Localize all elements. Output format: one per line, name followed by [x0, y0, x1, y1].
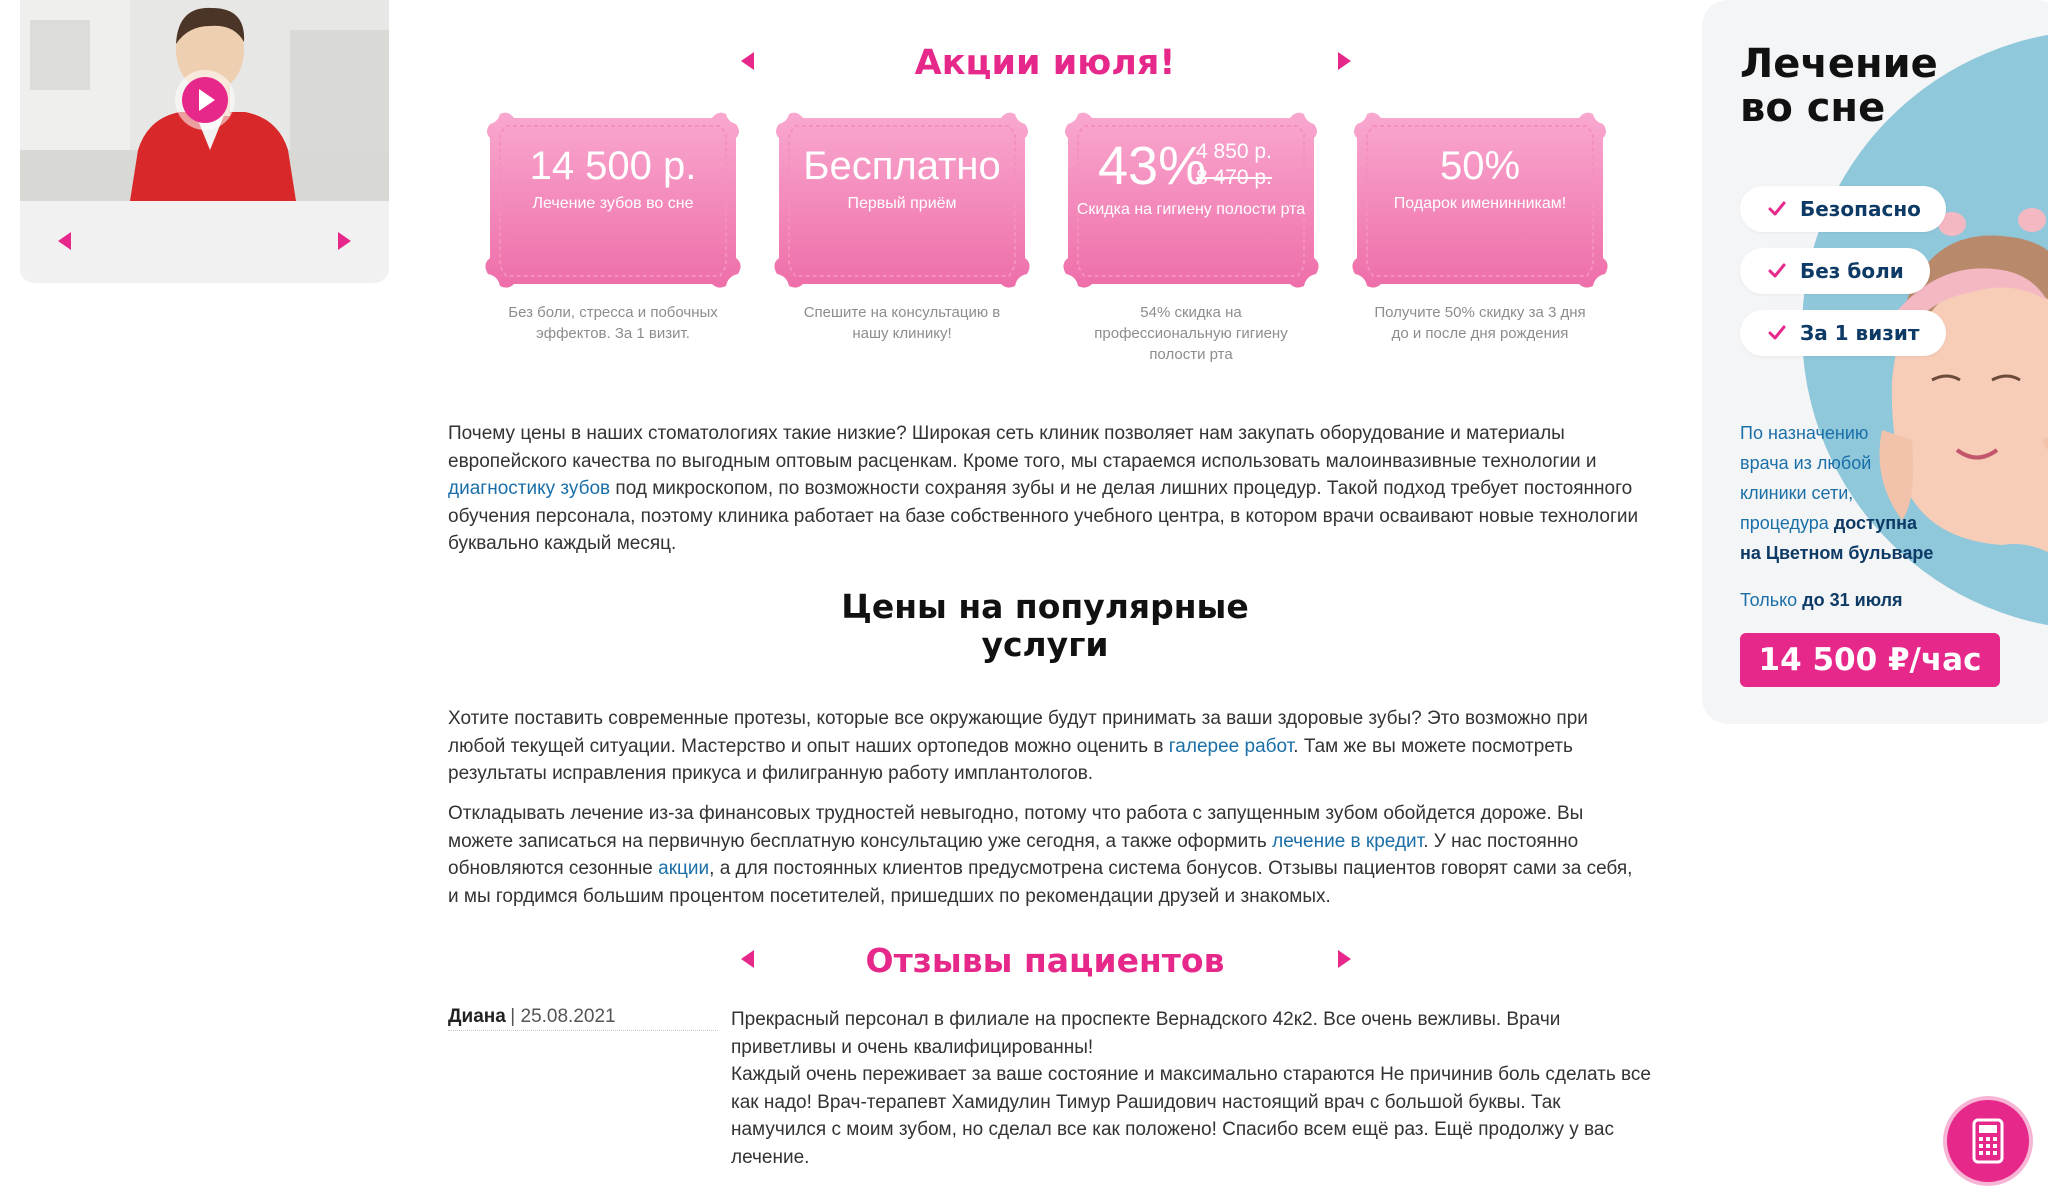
sidebar-note: [1740, 418, 1980, 568]
play-icon: [175, 70, 235, 130]
heading-line: услуги: [981, 625, 1109, 664]
ticket-headline: 43%: [1098, 136, 1207, 196]
note-line: процедура: [1740, 513, 1834, 533]
feature-label: Без боли: [1800, 259, 1904, 283]
paragraph-text: под микроскопом, по возможности сохраняя зубы и не делая лишних процедур. Такой подход требует постоянного обучения персонала, поэтому клиника работает на базе собственного учебного центра, в котором врачи осваивают новые технологии буквально каждый месяц.: [448, 478, 1639, 554]
reviews-next-arrow[interactable]: [1338, 950, 1351, 968]
ticket-subtitle: Подарок именинникам!: [1393, 195, 1567, 212]
credit-link[interactable]: лечение в кредит: [1272, 830, 1424, 852]
dental-diagnostics-link[interactable]: диагностику зубов: [448, 478, 611, 499]
feature-pill-safe: [1740, 186, 1946, 232]
article-paragraph: [448, 420, 1648, 558]
ticket-description: 54% скидка на профессиональную гигиену полости рта: [1094, 304, 1288, 363]
sidebar-deadline: [1740, 585, 2000, 615]
deadline-date: до 31 июля: [1802, 590, 1903, 610]
paragraph-text: Почему цены в наших стоматологиях такие низкие? Широкая сеть клиник позволяет нам закупать оборудование и материалы европейского качества по выгодным оптовым расценкам. Кроме того, мы стараемся использовать малоинвазивные технологии и: [448, 423, 1597, 472]
feature-pill-one-visit: [1740, 310, 1946, 356]
ticket-subtitle: Первый приём: [847, 195, 957, 212]
review-text: [731, 1006, 1651, 1171]
review-text-part: Каждый очень переживает за ваше состояние и максимально стараются Не причинив боль сделать все как надо! Врач-терапевт Хамидулин Тимур Рашидович настоящий врач с большой буквы. Так намучился с моим зубом, но сделал все как положено! Спасибо всем ещё раз. Ещё продолжу у вас лечение.: [731, 1064, 1651, 1168]
ticket-description: Получите 50% скидку за 3 дня до и после дня рождения: [1374, 304, 1586, 342]
calculator-icon: [1947, 1100, 2029, 1182]
video-next-arrow[interactable]: [338, 232, 351, 250]
section-heading: [700, 588, 1390, 664]
article-paragraph: [448, 705, 1648, 788]
heading-line: Цены на популярные: [841, 587, 1249, 626]
check-icon: [1768, 262, 1786, 280]
ticket-new-price: 4 850 р.: [1196, 140, 1272, 163]
promo-next-arrow[interactable]: [1338, 52, 1351, 70]
ticket-old-price: 8 470 р.: [1196, 166, 1272, 189]
note-line: клиники сети,: [1740, 483, 1854, 503]
reviews-prev-arrow[interactable]: [741, 950, 754, 968]
article-paragraph: [448, 800, 1648, 910]
note-emphasis: доступна: [1833, 513, 1918, 533]
paragraph-text: Откладывать лечение из-за финансовых трудностей невыгодно, потому что работа с запущенным зубом обойдется дороже. Вы можете записаться на первичную бесплатную консультацию уже сегодня, а также оформить: [448, 803, 1584, 852]
note-line: врача из любой: [1740, 453, 1872, 473]
promo-title: Акции июля!: [914, 43, 1176, 83]
ticket-headline: 14 500 р.: [529, 144, 697, 188]
paragraph-text: Хотите поставить современные протезы, которые все окружающие будут принимать за ваши здоровые зубы? Это возможно при любой текущей ситуации. Мастерство и опыт наших ортопедов можно оценить в: [448, 708, 1588, 757]
calculator-button[interactable]: [1947, 1100, 2029, 1182]
ticket-description: Спешите на консультацию в нашу клинику!: [803, 304, 1001, 342]
paragraph-text: . У нас постоянно обновляются сезонные: [448, 830, 1579, 879]
feature-pill-painless: [1740, 248, 1930, 294]
title-line: Лечение: [1740, 41, 1938, 87]
ticket-subtitle: Лечение зубов во сне: [532, 195, 694, 212]
feature-label: За 1 визит: [1800, 321, 1920, 345]
review-text-part: Прекрасный персонал в филиале на проспекте Вернадского 42к2. Все очень вежливы. Врачи приветливы и очень квалифицированны!: [731, 1009, 1561, 1058]
paragraph-text: , а для постоянных клиентов предусмотрена система бонусов. Отзывы пациентов говорят сами за себя, и мы гордимся большим процентом посетителей, пришедших по рекомендации друзей и знакомых.: [448, 858, 1633, 907]
reviews-title: Отзывы пациентов: [865, 941, 1225, 980]
promo-prev-arrow[interactable]: [741, 52, 754, 70]
play-button[interactable]: [175, 70, 235, 130]
review-date: | 25.08.2021: [510, 1006, 616, 1027]
ticket-description: Без боли, стресса и побочных эффектов. За 1 визит.: [508, 304, 718, 342]
video-prev-arrow[interactable]: [58, 232, 71, 250]
check-icon: [1768, 324, 1786, 342]
feature-label: Безопасно: [1800, 197, 1921, 221]
video-card: [20, 0, 389, 283]
sidebar-title: [1740, 42, 1938, 130]
ticket-headline: 50%: [1439, 144, 1521, 188]
promotions-link[interactable]: акции: [658, 858, 710, 879]
review-author: Диана: [448, 1006, 506, 1027]
note-line: По назначению: [1740, 423, 1869, 443]
promo-ticket[interactable]: [478, 108, 748, 293]
paragraph-text: . Там же вы можете посмотреть результаты исправления прикуса и филигранную работу имплантологов.: [448, 735, 1573, 784]
promo-ticket[interactable]: [767, 108, 1037, 293]
promo-ticket[interactable]: [1345, 108, 1615, 293]
note-emphasis: на Цветном бульваре: [1740, 543, 1934, 563]
deadline-prefix: Только: [1740, 590, 1803, 610]
gallery-link[interactable]: галерее работ: [1168, 735, 1294, 757]
ticket-subtitle: Скидка на гигиену полости рта: [1076, 201, 1306, 218]
title-line: во сне: [1740, 85, 1886, 131]
sidebar-price-badge[interactable]: 14 500 ₽/час: [1740, 633, 2000, 687]
sleep-treatment-sidebar: [1702, 0, 2048, 724]
video-thumbnail[interactable]: [20, 0, 389, 201]
check-icon: [1768, 200, 1786, 218]
review-meta: [448, 1006, 718, 1031]
promo-ticket[interactable]: [1056, 108, 1326, 293]
ticket-headline: Бесплатно: [803, 144, 1001, 188]
